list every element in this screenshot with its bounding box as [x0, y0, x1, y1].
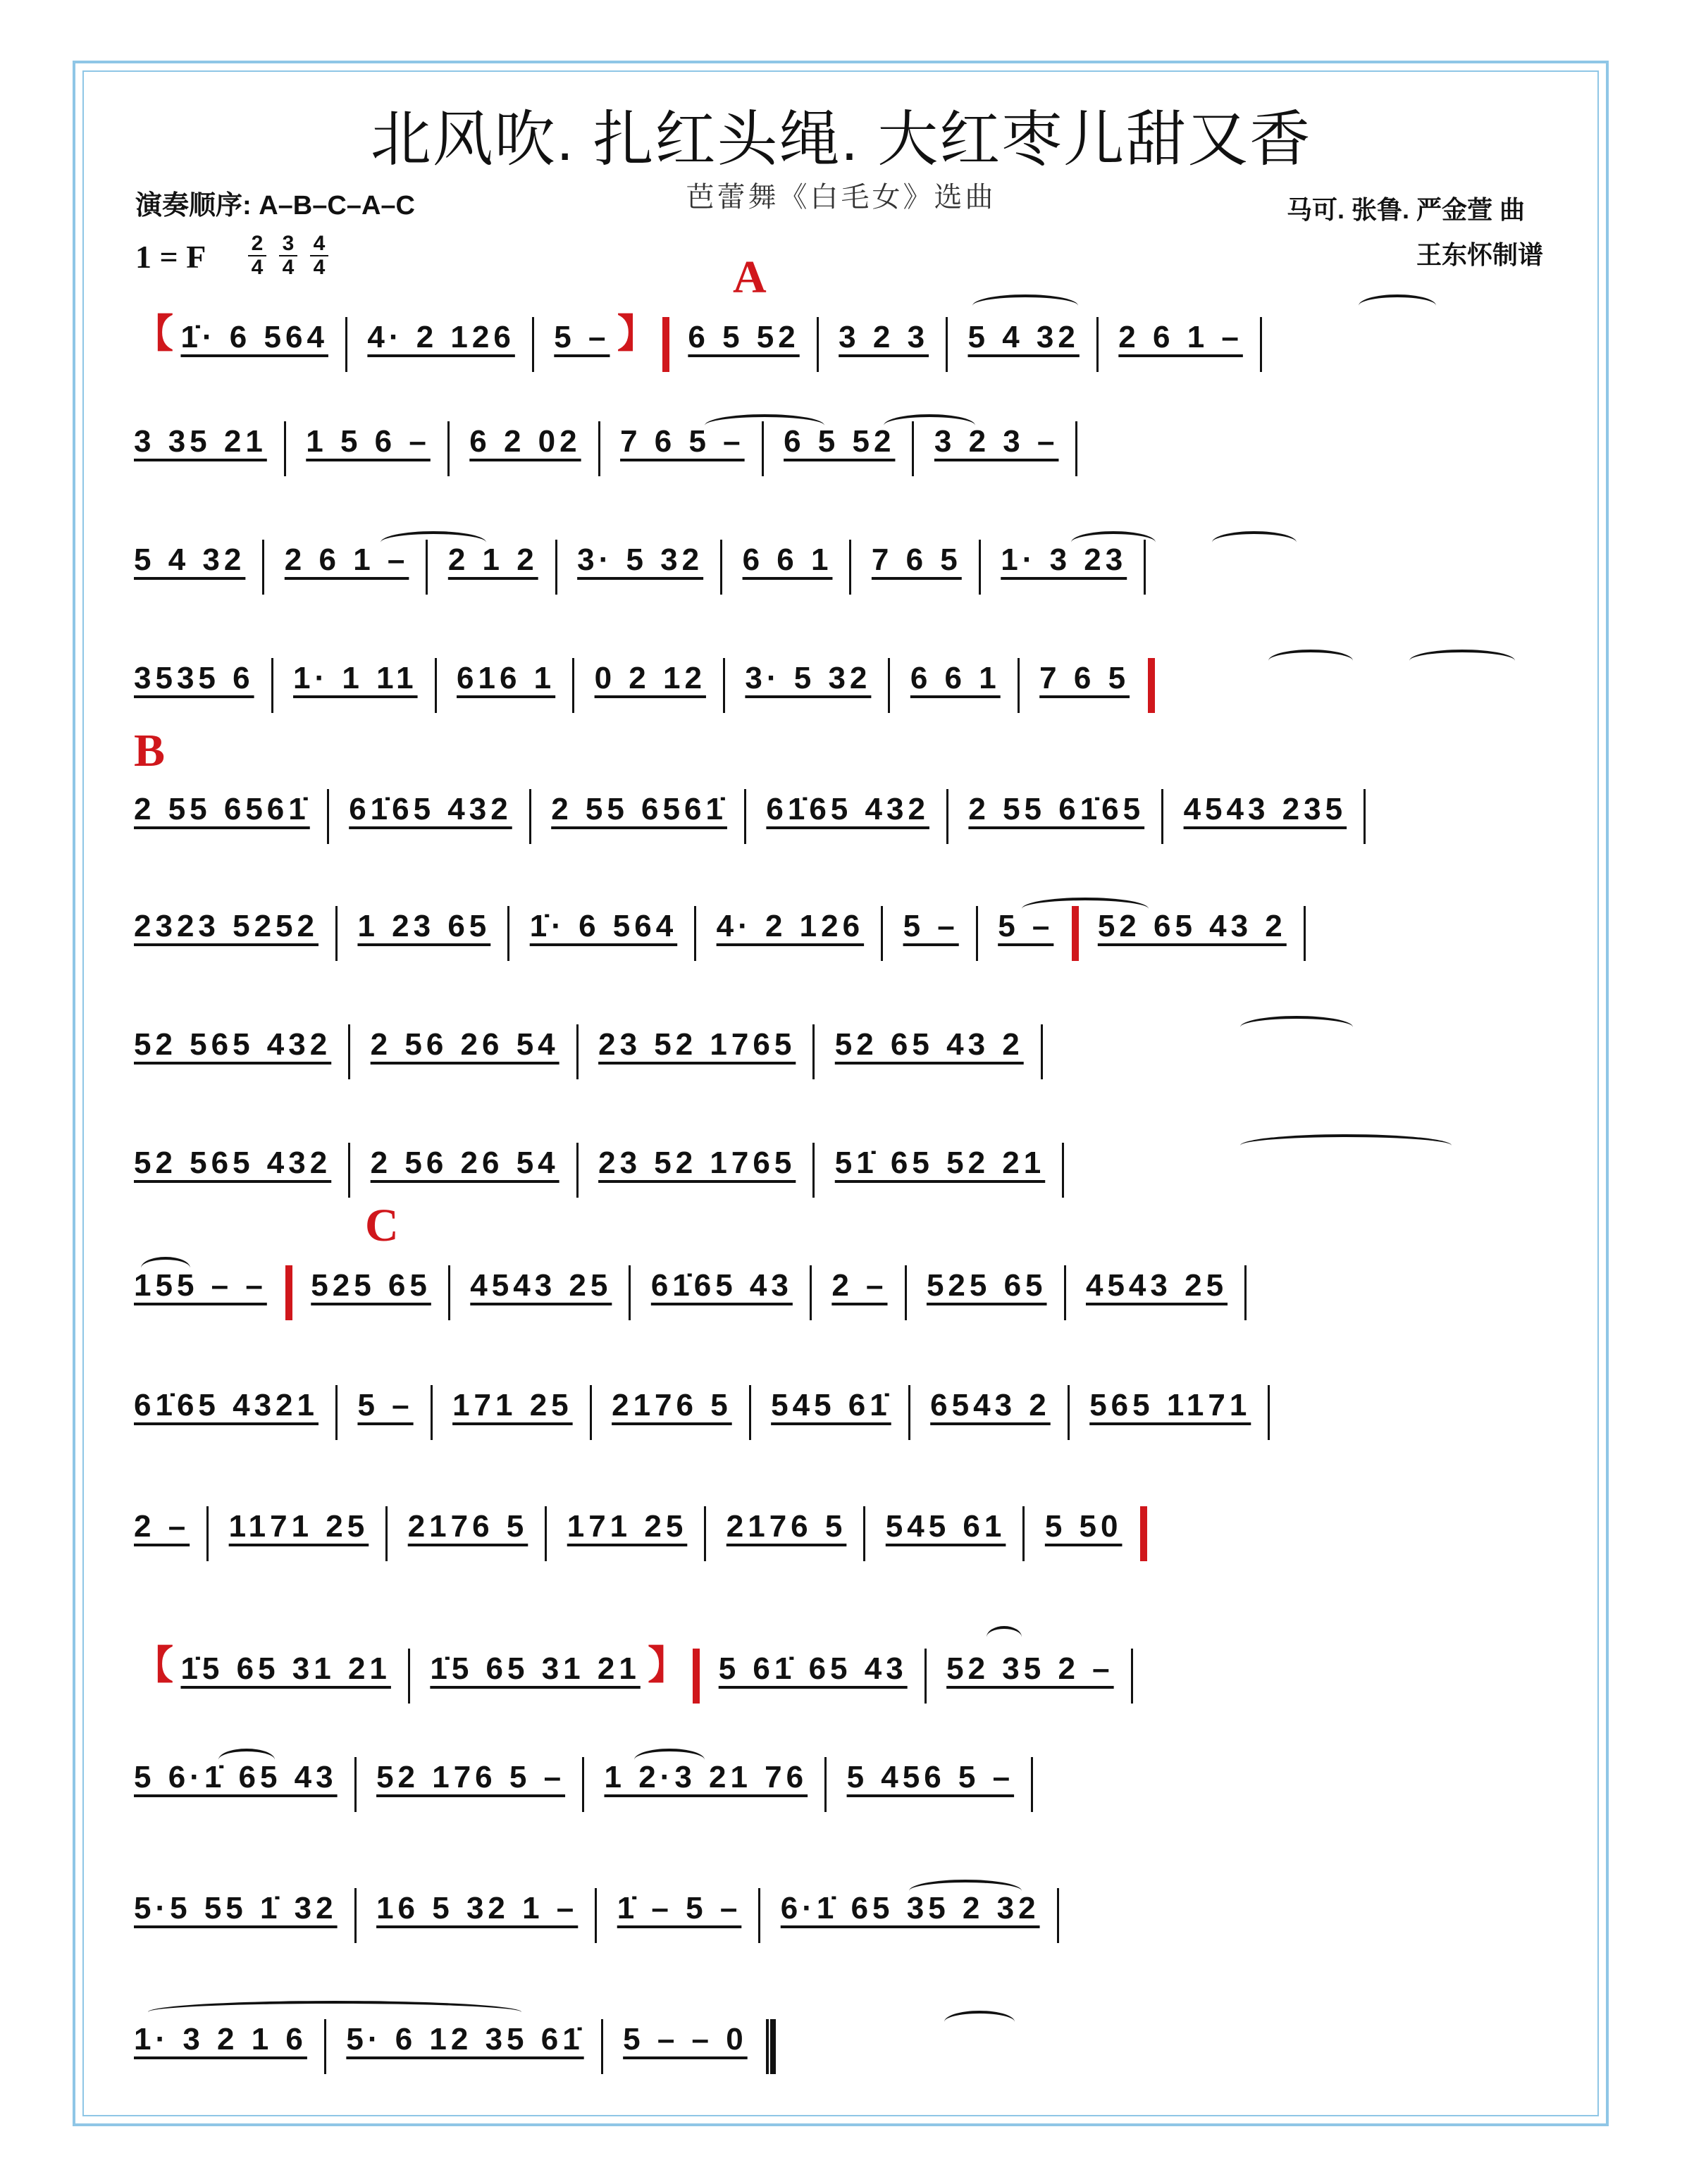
bar: 4· 2 126: [716, 909, 865, 944]
bar: 5 4 32: [967, 320, 1080, 354]
time-signature-2-4: 2 4: [248, 232, 266, 279]
bar: 2 55 6561̇: [134, 792, 310, 827]
repeat-close-icon: 】: [617, 311, 657, 356]
slur-mark: [381, 531, 486, 554]
barline: [1068, 1385, 1070, 1440]
bar: 3535 6: [134, 661, 254, 696]
score-line-15: [134, 2019, 1564, 2083]
bar: 2 1 2: [447, 542, 538, 578]
barline: [582, 1757, 584, 1812]
barline: [348, 1024, 350, 1079]
barline: [704, 1506, 706, 1561]
barline: [1064, 1265, 1066, 1320]
score-line-2: [134, 421, 1564, 485]
barline: [532, 317, 534, 372]
score-subtitle: 芭蕾舞《白毛女》选曲: [686, 181, 996, 213]
barline: [1363, 789, 1366, 844]
barline: [925, 1649, 927, 1704]
bar: 1̇ – 5 –: [617, 1891, 742, 1926]
bar: 6 6 1: [742, 542, 833, 578]
bar: 52 565 432: [134, 1027, 332, 1062]
bar: 0 2 12: [594, 661, 706, 696]
bar: 23 52 1765: [598, 1027, 796, 1062]
bar: 61̇65 4321: [134, 1388, 319, 1423]
bar: 545 61: [885, 1509, 1006, 1544]
barline: [206, 1506, 209, 1561]
barline: [749, 1385, 751, 1440]
barline: [345, 317, 347, 372]
barline: [284, 421, 286, 476]
bar: 4· 2 126: [367, 320, 515, 354]
bar: 3 35 21: [134, 424, 267, 459]
bar: 4543 25: [1085, 1268, 1228, 1303]
barline: [1131, 1649, 1133, 1704]
barline: [849, 540, 851, 595]
bar: 1· 3 2 1 6: [134, 2022, 307, 2057]
bar: 52 65 43 2: [834, 1027, 1024, 1062]
bar: 2 56 26 54: [370, 1027, 559, 1062]
bar: 2 6 1 –: [1118, 320, 1243, 354]
slur-mark: [141, 1257, 190, 1279]
bar: 7 6 5: [1039, 661, 1130, 696]
section-barline: [693, 1649, 700, 1704]
bar: 2176 5: [726, 1509, 847, 1544]
bar: 1 2·3 21 76: [604, 1760, 808, 1795]
barline: [744, 789, 746, 844]
barline: [324, 2019, 326, 2074]
bar: 5 456 5 –: [846, 1760, 1015, 1795]
bar: 2 56 26 54: [370, 1146, 559, 1181]
section-barline: [662, 317, 669, 372]
slur-mark: [1022, 898, 1149, 920]
bar: 565 1171: [1089, 1388, 1251, 1423]
bar: 4543 235: [1183, 792, 1347, 827]
barline: [576, 1143, 579, 1198]
bar: 52 65 43 2: [1097, 909, 1287, 944]
barline: [1057, 1888, 1059, 1943]
bar: 51̇ 65 52 21: [834, 1146, 1046, 1181]
repeat-close-icon: 】: [648, 1643, 688, 1687]
barline: [601, 2019, 603, 2074]
barline: [435, 658, 437, 713]
score-line-12: [134, 1634, 1564, 1698]
slur-mark: [1409, 650, 1515, 672]
barline: [1268, 1385, 1270, 1440]
barline: [817, 317, 819, 372]
slur-mark: [1071, 531, 1156, 554]
bar: 3· 5 32: [577, 542, 704, 578]
barline: [555, 540, 557, 595]
bar: 2 55 6561̇: [551, 792, 727, 827]
bar: 61̇65 432: [766, 792, 929, 827]
barline: [595, 1888, 597, 1943]
score-line-11: [134, 1506, 1564, 1570]
barline: [694, 906, 696, 961]
bar: 5 –: [998, 909, 1054, 944]
time-signature-3-4: 3 4: [279, 232, 297, 279]
time-signature-4-4: 4 4: [310, 232, 328, 279]
barline: [810, 1265, 812, 1320]
bar: 545 61̇: [771, 1388, 891, 1423]
bar: 5· 6 12 35 61̇: [346, 2022, 584, 2057]
bar: 5 –: [903, 909, 959, 944]
bar: 1̇5 65 31 21: [430, 1651, 641, 1686]
bar: 6 5 52: [688, 320, 800, 354]
bar: 7 6 5: [871, 542, 962, 578]
bar: 3 2 3: [839, 320, 929, 354]
barline: [1031, 1757, 1033, 1812]
barline: [590, 1385, 592, 1440]
barline: [1260, 317, 1262, 372]
barline: [431, 1385, 433, 1440]
slur-mark: [972, 294, 1078, 317]
section-label-b: B: [134, 725, 166, 776]
barline: [720, 540, 722, 595]
slur-mark: [944, 2011, 1015, 2033]
barline: [979, 540, 981, 595]
bar: 171 25: [567, 1509, 688, 1544]
barline: [271, 658, 273, 713]
barline: [1161, 789, 1163, 844]
score-line-10: [134, 1385, 1564, 1448]
bar: 1̇· 6 564: [529, 909, 678, 944]
barline: [572, 658, 574, 713]
bar: 7 6 5 –: [620, 424, 745, 459]
play-order: 演奏顺序: A–B–C–A–C: [135, 191, 415, 221]
key-signature: 1 = F: [135, 239, 206, 275]
barline: [348, 1143, 350, 1198]
bar: 61̇65 432: [349, 792, 512, 827]
barline: [905, 1265, 907, 1320]
barline: [385, 1506, 388, 1561]
bar: 155 – –: [134, 1268, 267, 1303]
slur-mark: [1268, 650, 1353, 672]
bar: 6·1̇ 65 35 2 32: [780, 1891, 1040, 1926]
bar: 2176 5: [407, 1509, 528, 1544]
barline: [507, 906, 509, 961]
bar: 2176 5: [612, 1388, 732, 1423]
barline: [327, 789, 329, 844]
barline: [976, 906, 978, 961]
barline: [354, 1888, 357, 1943]
barline: [888, 658, 890, 713]
barline: [812, 1143, 815, 1198]
barline: [1304, 906, 1306, 961]
bar: 2 55 61̇65: [968, 792, 1145, 827]
bar: 616 1: [457, 661, 556, 696]
slur-mark: [148, 2001, 521, 2023]
barline: [1075, 421, 1077, 476]
barline: [408, 1649, 410, 1704]
slur-mark: [987, 1626, 1022, 1649]
barline: [629, 1265, 631, 1320]
transcriber: 王东怀制谱: [1416, 240, 1544, 269]
bar: 171 25: [452, 1388, 573, 1423]
bar: 2 6 1 –: [284, 542, 409, 578]
slur-mark: [909, 1880, 1022, 1902]
score-line-13: [134, 1757, 1564, 1820]
barline: [335, 906, 338, 961]
bar: 1 23 65: [357, 909, 491, 944]
barline: [1096, 317, 1099, 372]
barline: [354, 1757, 357, 1812]
barline: [881, 906, 883, 961]
barline: [1018, 658, 1020, 713]
bar: 23 52 1765: [598, 1146, 796, 1181]
bar: 52 176 5 –: [376, 1760, 566, 1795]
bar: 5 6·1̇ 65 43: [134, 1760, 338, 1795]
final-barline: [766, 2019, 776, 2074]
barline: [946, 317, 948, 372]
slur-mark: [1240, 1016, 1353, 1038]
repeat-open-icon: 【: [134, 311, 173, 356]
bar: 2323 5252: [134, 909, 319, 944]
barline: [598, 421, 600, 476]
score-line-14: [134, 1888, 1564, 1952]
barline: [1244, 1265, 1247, 1320]
bar: 16 5 32 1 –: [376, 1891, 579, 1926]
slur-mark: [884, 414, 975, 437]
bar: 5 50: [1044, 1509, 1123, 1544]
barline: [529, 789, 531, 844]
score-line-3: [134, 540, 1564, 603]
composers: 马可. 张鲁. 严金萱 曲: [1287, 195, 1526, 224]
bar: 6 2 02: [469, 424, 581, 459]
barline: [1041, 1024, 1043, 1079]
bar: 5·5 55 1̇ 32: [134, 1891, 338, 1926]
score-line-5: [134, 789, 1564, 852]
barline: [545, 1506, 547, 1561]
bar: 3· 5 32: [745, 661, 872, 696]
bar: 1 5 6 –: [306, 424, 431, 459]
bar: 2 –: [134, 1509, 190, 1544]
barline: [946, 789, 948, 844]
bar: 1· 1 11: [293, 661, 418, 696]
bar: 61̇65 43: [650, 1268, 793, 1303]
barline: [812, 1024, 815, 1079]
barline: [447, 421, 450, 476]
score-line-9: [134, 1265, 1564, 1329]
barline: [863, 1506, 865, 1561]
slur-mark: [1240, 1134, 1452, 1157]
barline: [1062, 1143, 1064, 1198]
repeat-open-icon: 【: [134, 1643, 173, 1687]
bar: 6 6 1: [910, 661, 1001, 696]
bar: 5 –: [357, 1388, 414, 1423]
barline: [576, 1024, 579, 1079]
bar: 3 2 3 –: [934, 424, 1059, 459]
bar: 5 4 32: [134, 542, 246, 578]
bar: 52 35 2 –: [946, 1651, 1114, 1686]
score-line-1: [134, 303, 1564, 366]
barline: [824, 1757, 827, 1812]
score-line-6: [134, 906, 1564, 969]
section-label-a: A: [733, 252, 767, 303]
slur-mark: [1212, 531, 1297, 554]
bar: 2 –: [831, 1268, 888, 1303]
bar: 4543 25: [470, 1268, 612, 1303]
slur-mark: [218, 1749, 275, 1771]
bar: 5 61̇ 65 43: [718, 1651, 908, 1686]
barline: [335, 1385, 338, 1440]
barline: [723, 658, 725, 713]
barline: [908, 1385, 910, 1440]
bar: 6543 2: [930, 1388, 1051, 1423]
bar: 525 65: [926, 1268, 1047, 1303]
section-barline: [285, 1265, 292, 1320]
slur-mark: [1359, 294, 1436, 317]
section-barline: [1140, 1506, 1147, 1561]
barline: [758, 1888, 760, 1943]
section-barline: [1148, 658, 1155, 713]
barline: [448, 1265, 450, 1320]
bar: 1̇· 6 564: [180, 320, 328, 354]
barline: [262, 540, 264, 595]
bar: 5 – – 0: [623, 2022, 748, 2057]
section-label-c: C: [365, 1200, 399, 1251]
bar: 525 65: [311, 1268, 431, 1303]
bar: 1· 3 23: [1001, 542, 1127, 578]
slur-mark: [705, 414, 824, 437]
bar: 52 565 432: [134, 1146, 332, 1181]
score-title: 北风吹. 扎红头绳. 大红枣儿甜又香: [370, 106, 1312, 173]
slur-mark: [634, 1749, 705, 1771]
bar: 5 –: [554, 320, 610, 354]
bar: 1̇5 65 31 21: [180, 1651, 391, 1686]
bar: 1171 25: [228, 1509, 369, 1544]
barline: [1022, 1506, 1025, 1561]
bar: 6 5 52: [784, 424, 896, 459]
